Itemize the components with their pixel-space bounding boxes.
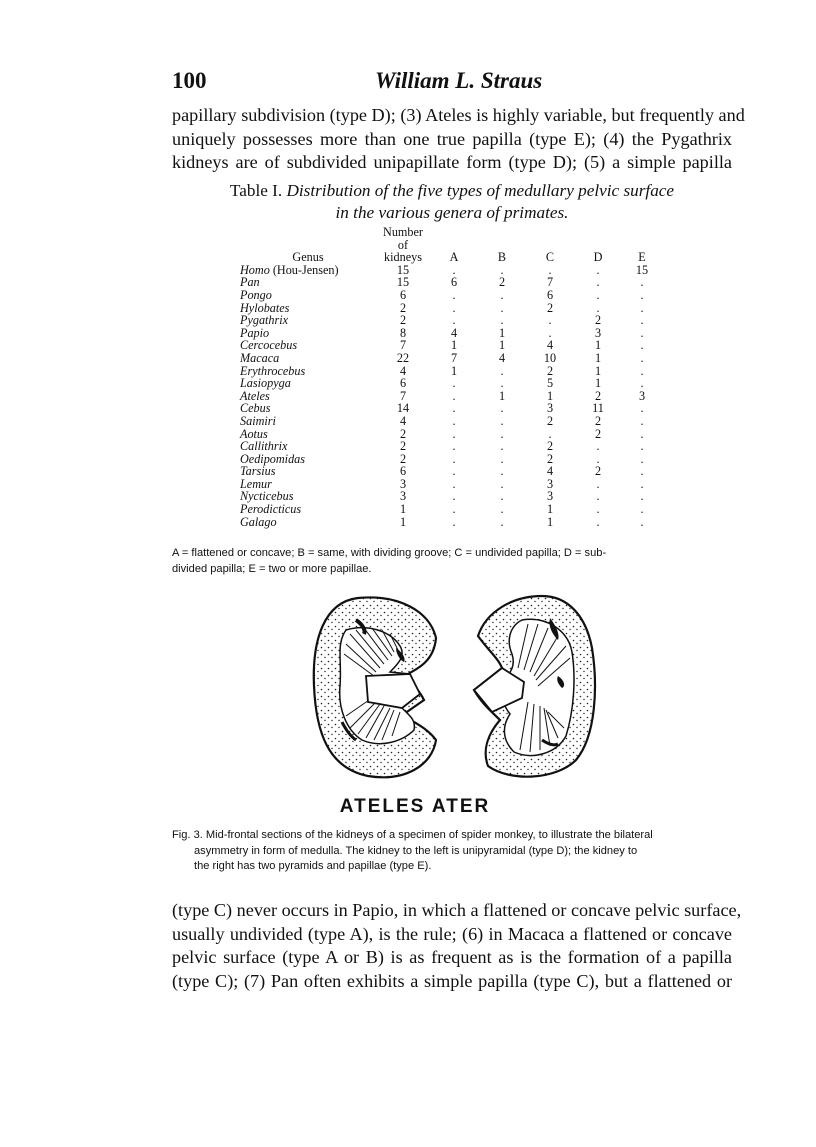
type-a-cell: . — [452, 514, 456, 529]
type-a-cell: 7 — [450, 350, 458, 365]
type-d-cell: 2 — [594, 426, 602, 441]
type-c-cell: 2 — [546, 451, 554, 466]
genus-name: Nycticebus — [240, 489, 294, 504]
type-a-cell: . — [452, 401, 456, 416]
kidney-count-cell: 2 — [399, 313, 407, 328]
type-e-cell: . — [640, 489, 644, 504]
kidney-count-cell: 22 — [396, 350, 410, 365]
kidney-sections-figure — [306, 590, 602, 782]
table-row — [240, 289, 662, 302]
type-e-cell: . — [640, 439, 644, 454]
kidney-count-cell: 6 — [399, 464, 407, 479]
type-e-cell: . — [640, 476, 644, 491]
type-c-cell: 4 — [546, 464, 554, 479]
type-e-cell: . — [640, 325, 644, 340]
genus-name: Lasiopyga — [240, 376, 291, 391]
type-a-cell: . — [452, 502, 456, 517]
type-c-cell: 1 — [546, 388, 554, 403]
text-line: (type C); (7) Pan often exhibits a simple papilla (type C), but a flattened or — [172, 970, 732, 991]
genus-name: Lemur — [240, 476, 272, 491]
type-e-cell: . — [640, 426, 644, 441]
type-b-cell: . — [500, 514, 504, 529]
table-label: Table I. — [229, 181, 283, 200]
kidney-count-cell: 4 — [399, 363, 407, 378]
page-number: 100 — [172, 68, 207, 93]
type-e-cell: 3 — [638, 388, 646, 403]
text-line: kidneys are of subdivided unipapillate form (type D); (5) a simple papilla — [172, 152, 732, 172]
kidney-count-cell: 2 — [399, 439, 407, 454]
figure-caption — [172, 828, 732, 875]
type-b-cell: . — [500, 300, 504, 315]
type-c-cell: 2 — [546, 413, 554, 428]
genus-name: Tarsius — [240, 464, 276, 479]
type-e-cell: . — [640, 363, 644, 378]
type-b-cell: . — [500, 262, 504, 277]
genus-name: Galago — [240, 514, 277, 529]
genus-name: Pan — [240, 275, 260, 290]
header-number-of-kidneys — [376, 226, 430, 264]
kidney-count-cell: 7 — [399, 338, 407, 353]
type-e-cell: . — [640, 313, 644, 328]
type-a-cell: . — [452, 439, 456, 454]
type-b-cell: . — [500, 413, 504, 428]
type-b-cell: 2 — [498, 275, 506, 290]
table-title — [172, 180, 732, 224]
running-head: William L. Straus — [375, 68, 543, 93]
kidney-count-cell: 6 — [399, 376, 407, 391]
text-line: (type C) never occurs in Papio, in which a flattened or concave pelvic surface, — [172, 900, 742, 920]
type-a-cell: 1 — [450, 338, 458, 353]
type-d-cell: . — [596, 439, 600, 454]
kidney-count-cell: 2 — [399, 426, 407, 441]
caption-line: the right has two pyramids and papillae (type E). — [194, 860, 432, 873]
type-a-cell: . — [452, 313, 456, 328]
type-e-cell: . — [640, 300, 644, 315]
type-c-cell: 1 — [546, 502, 554, 517]
genus-cell — [240, 516, 376, 529]
genus-cell — [240, 264, 376, 277]
type-b-cell: 4 — [498, 350, 506, 365]
kidney-count-cell: 8 — [399, 325, 407, 340]
kidney-count-cell: 15 — [396, 275, 410, 290]
type-b-cell: . — [500, 451, 504, 466]
type-d-cell: 3 — [594, 325, 602, 340]
type-a-cell: . — [452, 413, 456, 428]
type-a-cell: . — [452, 287, 456, 302]
text-line: uniquely possesses more than one true papilla (type E); (4) the Pygathrix — [172, 128, 732, 149]
type-a-cell: . — [452, 451, 456, 466]
type-d-cell: 11 — [592, 401, 604, 416]
header-number-line-3: kidneys — [384, 250, 422, 265]
type-c-cell: 10 — [543, 350, 557, 365]
type-c-cell: 1 — [546, 514, 554, 529]
header-a: A — [449, 250, 459, 265]
kidney-count-cell: 14 — [396, 401, 410, 416]
kidney-count-cell: 3 — [399, 476, 407, 491]
type-d-cell: . — [596, 514, 600, 529]
table-row — [240, 465, 662, 478]
table-row — [240, 377, 662, 390]
right-kidney-drawing — [474, 596, 595, 777]
type-e-cell: . — [640, 287, 644, 302]
kidney-count-cell: 3 — [399, 489, 407, 504]
type-e-cell: . — [640, 502, 644, 517]
type-d-cell: 1 — [594, 338, 602, 353]
type-d-cell: . — [596, 476, 600, 491]
distribution-table — [240, 226, 662, 528]
type-c-cell: 3 — [546, 401, 554, 416]
type-b-cell: . — [500, 363, 504, 378]
type-a-cell: . — [452, 476, 456, 491]
type-c-cell: 3 — [546, 476, 554, 491]
type-a-cell: . — [452, 426, 456, 441]
header-number-line-2: of — [397, 237, 409, 252]
footnote-line: divided papilla; E = two or more papillae. — [172, 563, 372, 575]
type-a-cell: 4 — [450, 325, 458, 340]
type-d-cell: 2 — [594, 464, 602, 479]
kidney-count-cell: 2 — [399, 451, 407, 466]
page-header — [172, 62, 732, 102]
type-a-cell: . — [452, 464, 456, 479]
header-d: D — [593, 250, 603, 265]
header-number-line-1: Number — [383, 225, 423, 239]
header-genus: Genus — [292, 250, 324, 265]
type-b-cell: . — [500, 426, 504, 441]
type-d-cell: 2 — [594, 413, 602, 428]
table-footnote — [172, 545, 732, 577]
table-body — [240, 264, 662, 528]
genus-name: Cebus — [240, 401, 271, 416]
genus-name: Erythrocebus — [240, 363, 306, 378]
type-e-cell: . — [640, 338, 644, 353]
left-kidney-drawing — [314, 597, 436, 777]
type-a-cell: . — [452, 489, 456, 504]
type-e-cell: . — [640, 514, 644, 529]
text-line: pelvic surface (type A or B) is as frequent as is the formation of a papilla — [172, 947, 732, 967]
type-b-cell: 1 — [498, 338, 506, 353]
genus-name: Pygathrix — [240, 313, 289, 328]
genus-note: (Hou-Jensen) — [272, 262, 339, 277]
type-b-cell: . — [500, 464, 504, 479]
type-c-cell: 7 — [546, 275, 554, 290]
type-b-cell: . — [500, 502, 504, 517]
type-d-cell: . — [596, 300, 600, 315]
type-b-cell: . — [500, 476, 504, 491]
genus-name: Cercocebus — [240, 338, 298, 353]
genus-name: Pongo — [240, 287, 272, 302]
kidney-count-cell: 7 — [399, 388, 407, 403]
type-e-cell: . — [640, 451, 644, 466]
type-a-cell: . — [452, 376, 456, 391]
type-e-cell: . — [640, 413, 644, 428]
table-row — [240, 415, 662, 428]
type-d-cell: 1 — [594, 350, 602, 365]
genus-name: Homo — [240, 262, 270, 277]
genus-name: Saimiri — [240, 413, 276, 428]
type-b-cell: . — [500, 287, 504, 302]
type-c-cell: . — [548, 262, 552, 277]
type-c-cell: 6 — [546, 287, 554, 302]
header-b: B — [497, 250, 507, 265]
genus-name: Ateles — [240, 388, 270, 403]
type-d-cell: 2 — [594, 388, 602, 403]
type-c-cell: 2 — [546, 363, 554, 378]
type-c-cell: 3 — [546, 489, 554, 504]
type-e-cell: . — [640, 275, 644, 290]
type-e-cell: 15 — [635, 262, 649, 277]
kidney-count-cell: 1 — [399, 502, 407, 517]
type-a-cell: . — [452, 300, 456, 315]
type-d-cell: . — [596, 275, 600, 290]
type-b-cell: . — [500, 401, 504, 416]
table-title-line-1: Distribution of the five types of medullary pelvic surface — [286, 181, 675, 200]
kidney-count-cell: 1 — [399, 514, 407, 529]
kidney-count-cell: 2 — [399, 300, 407, 315]
genus-name: Hylobates — [240, 300, 290, 315]
genus-name: Perodicticus — [240, 502, 302, 517]
type-d-cell: . — [596, 489, 600, 504]
outro-paragraph — [172, 899, 742, 993]
genus-name: Oedipomidas — [240, 451, 305, 466]
type-e-cell: . — [640, 464, 644, 479]
type-a-cell: . — [452, 388, 456, 403]
type-a-cell: . — [452, 262, 456, 277]
type-e-cell: . — [640, 350, 644, 365]
figure-label: ATELES ATER — [339, 796, 491, 817]
type-e-cell: . — [640, 376, 644, 391]
type-c-cell: . — [548, 426, 552, 441]
table-row — [240, 503, 662, 516]
type-c-cell: . — [548, 325, 552, 340]
type-b-cell: . — [500, 439, 504, 454]
header-c: C — [545, 250, 555, 265]
caption-line: asymmetry in form of medulla. The kidney to the left is unipyramidal (type D); the kidney to — [194, 844, 638, 857]
type-b-cell: 1 — [498, 325, 506, 340]
type-a-cell: 6 — [450, 275, 458, 290]
genus-name: Callithrix — [240, 439, 288, 454]
kidney-count-cell: 6 — [399, 287, 407, 302]
type-c-cell: 2 — [546, 300, 554, 315]
type-c-cell: 2 — [546, 439, 554, 454]
text-line: papillary subdivision (type D); (3) Ateles is highly variable, but frequently and — [172, 105, 745, 125]
header-e: E — [638, 250, 646, 265]
type-c-cell: 5 — [546, 376, 554, 391]
type-b-cell: . — [500, 376, 504, 391]
type-c-cell: 4 — [546, 338, 554, 353]
caption-line: Fig. 3. Mid-frontal sections of the kidneys of a specimen of spider monkey, to illustrate the bilateral — [172, 829, 653, 841]
table-title-line-2: in the various genera of primates. — [335, 203, 569, 222]
type-d-cell: 2 — [594, 313, 602, 328]
table-row — [240, 516, 662, 529]
type-c-cell: . — [548, 313, 552, 328]
type-d-cell: . — [596, 262, 600, 277]
type-d-cell: 1 — [594, 376, 602, 391]
type-e-cell: . — [640, 401, 644, 416]
type-b-cell: . — [500, 313, 504, 328]
genus-name: Papio — [240, 325, 270, 340]
type-d-cell: . — [596, 451, 600, 466]
kidney-count-cell: 4 — [399, 413, 407, 428]
genus-name: Aotus — [240, 426, 268, 441]
table-header-row — [240, 226, 662, 264]
type-b-cell: . — [500, 489, 504, 504]
genus-name: Macaca — [240, 350, 280, 365]
footnote-line: A = flattened or concave; B = same, with dividing groove; C = undivided papilla; D = sub- — [172, 547, 607, 559]
kidney-count-cell: 15 — [396, 262, 410, 277]
intro-paragraph — [172, 104, 745, 175]
type-d-cell: . — [596, 502, 600, 517]
type-d-cell: . — [596, 287, 600, 302]
table-row — [240, 314, 662, 327]
text-line: usually undivided (type A), is the rule; (6) in Macaca a flattened or concave — [172, 923, 732, 944]
type-d-cell: 1 — [594, 363, 602, 378]
type-a-cell: 1 — [450, 363, 458, 378]
type-b-cell: 1 — [498, 388, 506, 403]
